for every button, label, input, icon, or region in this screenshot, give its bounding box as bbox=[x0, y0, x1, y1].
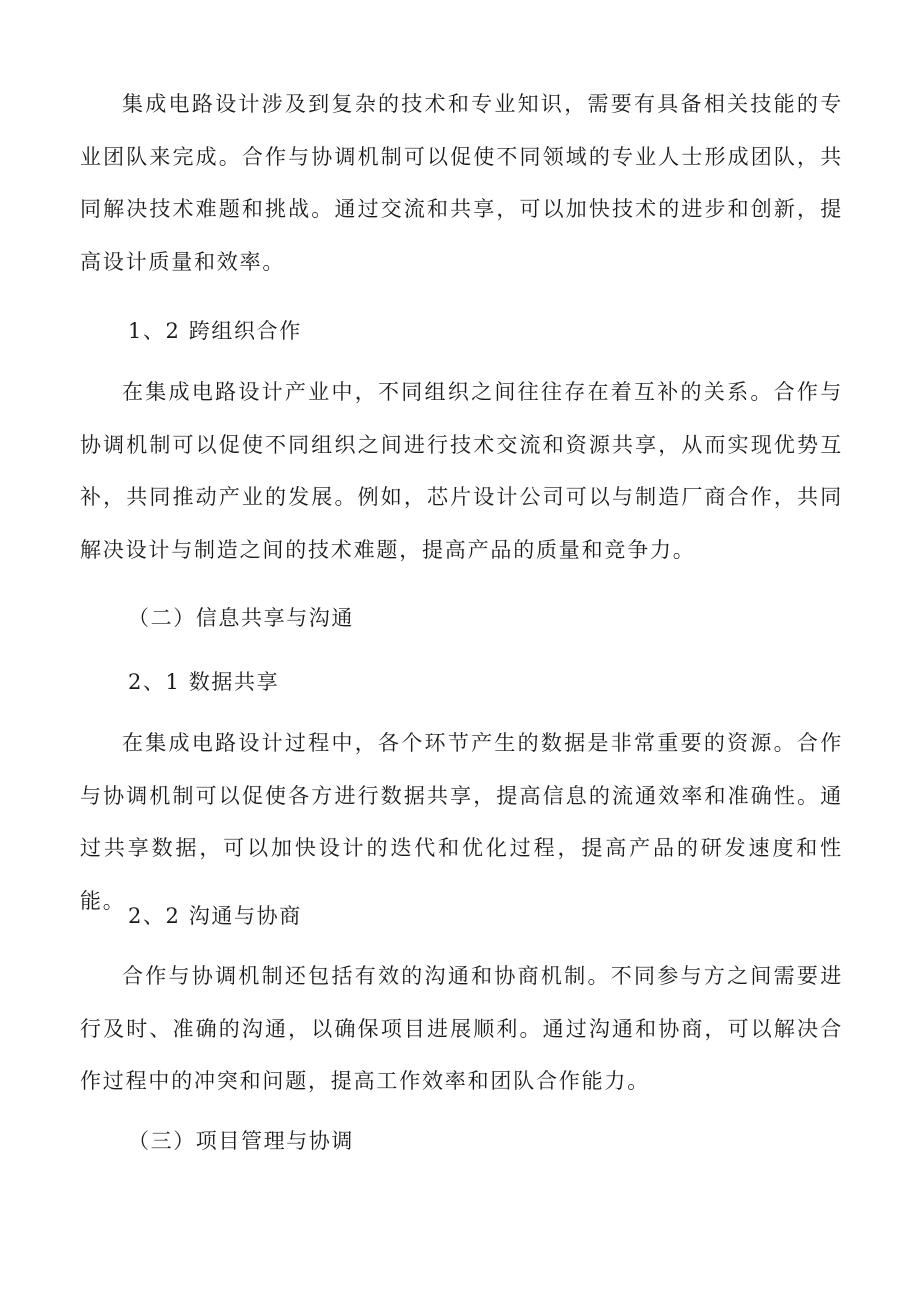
subheading-data-sharing bbox=[128, 667, 891, 697]
section-heading-text: （三）项目管理与协调 bbox=[128, 1129, 354, 1153]
paragraph-text: 在集成电路设计过程中，各个环节产生的数据是非常重要的资源。合作与协调机制可以促使各方进行数据共享，提高信息的流通效率和准确性。通过共享数据，可以加快设计的迭代和优化过程，提高产品的研发速度和性能。 bbox=[80, 731, 843, 913]
subheading-text: 2、2 沟通与协商 bbox=[128, 904, 302, 928]
subheading-text: 2、1 数据共享 bbox=[128, 670, 280, 694]
paragraph-text: 合作与协调机制还包括有效的沟通和协商机制。不同参与方之间需要进行及时、准确的沟通，以确保项目进展顺利。通过沟通和协商，可以解决合作过程中的冲突和问题，提高工作效率和团队合作能力。 bbox=[80, 964, 843, 1093]
subheading-cross-org bbox=[128, 316, 891, 346]
subheading-communication bbox=[128, 901, 891, 931]
section-heading-text: （二）信息共享与沟通 bbox=[128, 606, 354, 630]
paragraph-data-sharing bbox=[80, 717, 843, 927]
section-heading-info-sharing bbox=[128, 603, 891, 633]
paragraph-text: 在集成电路设计产业中，不同组织之间往往存在着互补的关系。合作与协调机制可以促使不同组织之间进行技术交流和资源共享，从而实现优势互补，共同推动产业的发展。例如，芯片设计公司可以与制造厂商合作，共同解决设计与制造之间的技术难题，提高产品的质量和竞争力。 bbox=[80, 380, 843, 562]
paragraph-communication bbox=[80, 950, 843, 1108]
paragraph-cross-org bbox=[80, 366, 843, 576]
paragraph-text: 集成电路设计涉及到复杂的技术和专业知识，需要有具备相关技能的专业团队来完成。合作与协调机制可以促使不同领域的专业人士形成团队，共同解决技术难题和挑战。通过交流和共享，可以加快技术的进步和创新，提高设计质量和效率。 bbox=[80, 92, 843, 274]
section-heading-project-management bbox=[128, 1126, 891, 1156]
subheading-text: 1、2 跨组织合作 bbox=[128, 319, 302, 343]
paragraph-team-collaboration bbox=[80, 78, 843, 288]
